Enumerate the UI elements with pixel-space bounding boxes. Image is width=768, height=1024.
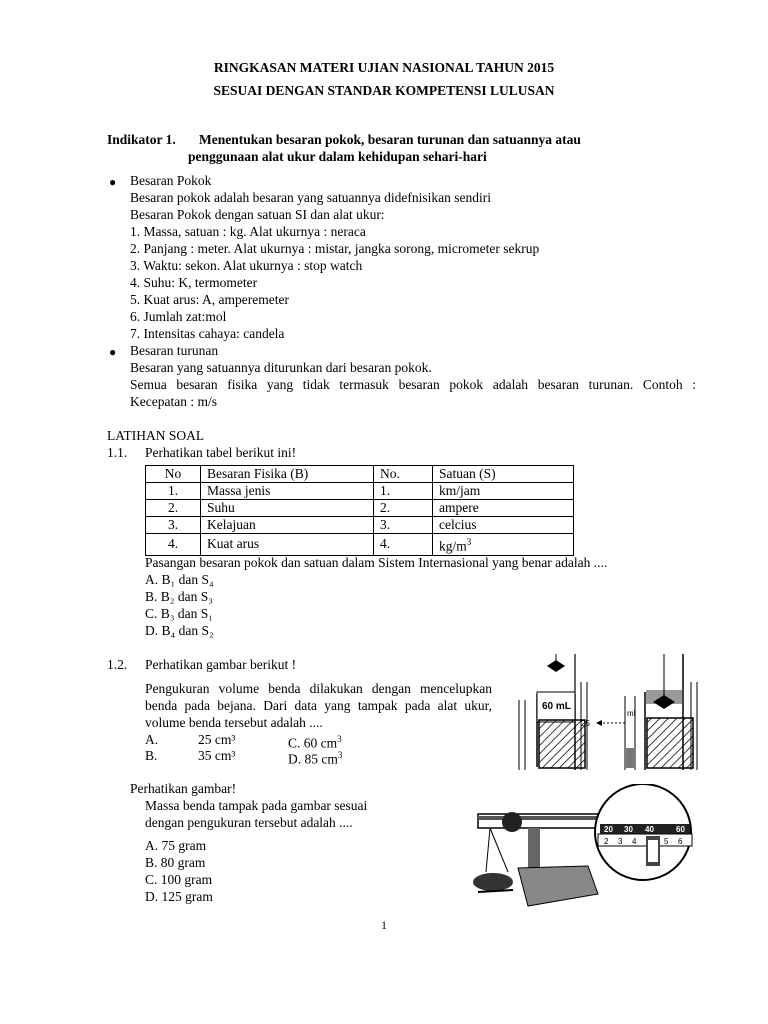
answer-option: C. B₃ dan S₁	[145, 606, 213, 621]
question-text: Pasangan besaran pokok dan satuan dalam Sistem Internasional yang benar adalah ....	[145, 555, 608, 570]
answer-label: B.	[145, 748, 158, 763]
table-row	[146, 483, 574, 500]
question-text: Perhatikan tabel berikut ini!	[145, 445, 297, 460]
beaker-right	[625, 654, 697, 770]
table-cell: 2.	[146, 500, 201, 517]
table-cell: 3.	[374, 517, 433, 534]
pokok-item: 7. Intensitas cahaya: candela	[130, 326, 285, 341]
answer-option: B. 80 gram	[145, 855, 206, 870]
table-header: Besaran Fisika (B)	[201, 466, 374, 483]
question-number: 1.1.	[107, 445, 128, 460]
question-text: Perhatikan gambar!	[130, 781, 237, 796]
table-cell: Kelajuan	[201, 517, 374, 534]
question-number: 1.2.	[107, 657, 128, 672]
scale-tick: 6	[678, 837, 683, 846]
answer-superscript: 3	[337, 734, 342, 744]
table-header-row	[146, 466, 574, 483]
scale-tick: 20	[604, 825, 613, 834]
table-header: No.	[374, 466, 433, 483]
answer-superscript: 3	[337, 750, 343, 760]
table-cell: km/jam	[433, 483, 574, 500]
answer-option: A. 75 gram	[145, 838, 207, 853]
answer-text: D. 85 cm	[288, 751, 338, 767]
cylinder-label: ml	[627, 709, 636, 718]
page-number: 1	[381, 918, 387, 932]
scale-tick: 60	[676, 825, 685, 834]
bullet-icon: ●	[109, 345, 117, 359]
table-row	[146, 534, 574, 556]
answer-option: 35 cm³	[198, 748, 236, 763]
pokok-item: 1. Massa, satuan : kg. Alat ukurnya : neraca	[130, 224, 366, 239]
table-cell: ampere	[433, 500, 574, 517]
document-title: RINGKASAN MATERI UJIAN NASIONAL TAHUN 2015	[213, 60, 555, 75]
pokok-item: 5. Kuat arus: A, amperemeter	[130, 292, 289, 307]
besaran-table	[145, 465, 574, 556]
bullet-icon: ●	[109, 175, 117, 189]
arrow-icon	[596, 720, 625, 726]
pokok-item: 2. Panjang : meter. Alat ukurnya : mistar, jangka sorong, micrometer sekrup	[130, 241, 540, 256]
turunan-desc-2: Semua besaran fisika yang tidak termasuk besaran pokok adalah besaran turunan. Contoh :	[130, 377, 696, 392]
scale-tick: 40	[645, 825, 654, 834]
scale-tick: 30	[624, 825, 633, 834]
table-cell: 2.	[374, 500, 433, 517]
document-subtitle: SESUAI DENGAN STANDAR KOMPETENSI LULUSAN	[213, 83, 555, 98]
unit-superscript: 3	[466, 537, 472, 547]
answer-option: B. B₂ dan S₃	[145, 589, 213, 604]
table-header: No	[146, 466, 201, 483]
beaker-label: 60 mL	[542, 701, 571, 712]
table-header: Satuan (S)	[433, 466, 574, 483]
pokok-desc: Besaran pokok adalah besaran yang satuannya didefnisikan sendiri	[130, 190, 492, 205]
pokok-item: 3. Waktu: sekon. Alat ukurnya : stop watch	[130, 258, 363, 273]
answer-option: C. 100 gram	[145, 872, 213, 887]
beaker-figure	[505, 652, 705, 772]
table-cell: Suhu	[201, 500, 374, 517]
answer-option: D. B₄ dan S₂	[145, 623, 214, 638]
unit-text: kg/m	[439, 538, 467, 554]
turunan-title: Besaran turunan	[130, 343, 219, 358]
arrow-label: 25	[581, 719, 590, 728]
table-row	[146, 517, 574, 534]
answer-option: D. 125 gram	[145, 889, 213, 904]
answer-label: A.	[145, 732, 159, 747]
table-cell: Kuat arus	[201, 534, 374, 556]
pokok-item: 6. Jumlah zat:mol	[130, 309, 227, 324]
scale-tick: 3	[618, 837, 623, 846]
table-cell: 1.	[374, 483, 433, 500]
scale-tick: 2	[604, 837, 609, 846]
indicator-text-1: Menentukan besaran pokok, besaran turunan dan satuannya atau	[199, 132, 581, 147]
pokok-item: 4. Suhu: K, termometer	[130, 275, 258, 290]
table-row	[146, 500, 574, 517]
table-cell: 1.	[146, 483, 201, 500]
indicator-label: Indikator 1.	[107, 132, 176, 147]
answer-text: C. 60 cm	[288, 735, 338, 751]
balance-figure	[468, 784, 698, 914]
scale-tick: 4	[632, 837, 637, 846]
answer-option: A. B₁ dan S₄	[145, 572, 214, 587]
pokok-intro: Besaran Pokok dengan satuan SI dan alat ukur:	[130, 207, 385, 222]
turunan-desc: Besaran yang satuannya diturunkan dari besaran pokok.	[130, 360, 432, 375]
table-cell	[433, 534, 574, 556]
beaker-left	[519, 654, 587, 770]
question-description: Pengukuran volume benda dilakukan dengan mencelupkan benda pada bejana. Dari data yang tampak pada alat ukur, volume benda tersebut adalah ....	[145, 681, 492, 730]
table-cell: celcius	[433, 517, 574, 534]
table-cell: Massa jenis	[201, 483, 374, 500]
question-description: dengan pengukuran tersebut adalah ....	[145, 815, 353, 830]
question-text: Perhatikan gambar berikut !	[145, 657, 297, 672]
pokok-title: Besaran Pokok	[130, 173, 212, 188]
answer-option: 25 cm³	[198, 732, 236, 747]
turunan-example: Kecepatan : m/s	[130, 394, 217, 409]
table-cell: 4.	[374, 534, 433, 556]
latihan-title: LATIHAN SOAL	[107, 428, 205, 443]
balance-scale	[473, 812, 598, 906]
question-description: Massa benda tampak pada gambar sesuai	[145, 798, 368, 813]
answer-option	[288, 747, 342, 768]
table-cell: 3.	[146, 517, 201, 534]
table-cell: 4.	[146, 534, 201, 556]
indicator-text-2: penggunaan alat ukur dalam kehidupan sehari-hari	[188, 149, 487, 164]
scale-tick: 5	[664, 837, 669, 846]
